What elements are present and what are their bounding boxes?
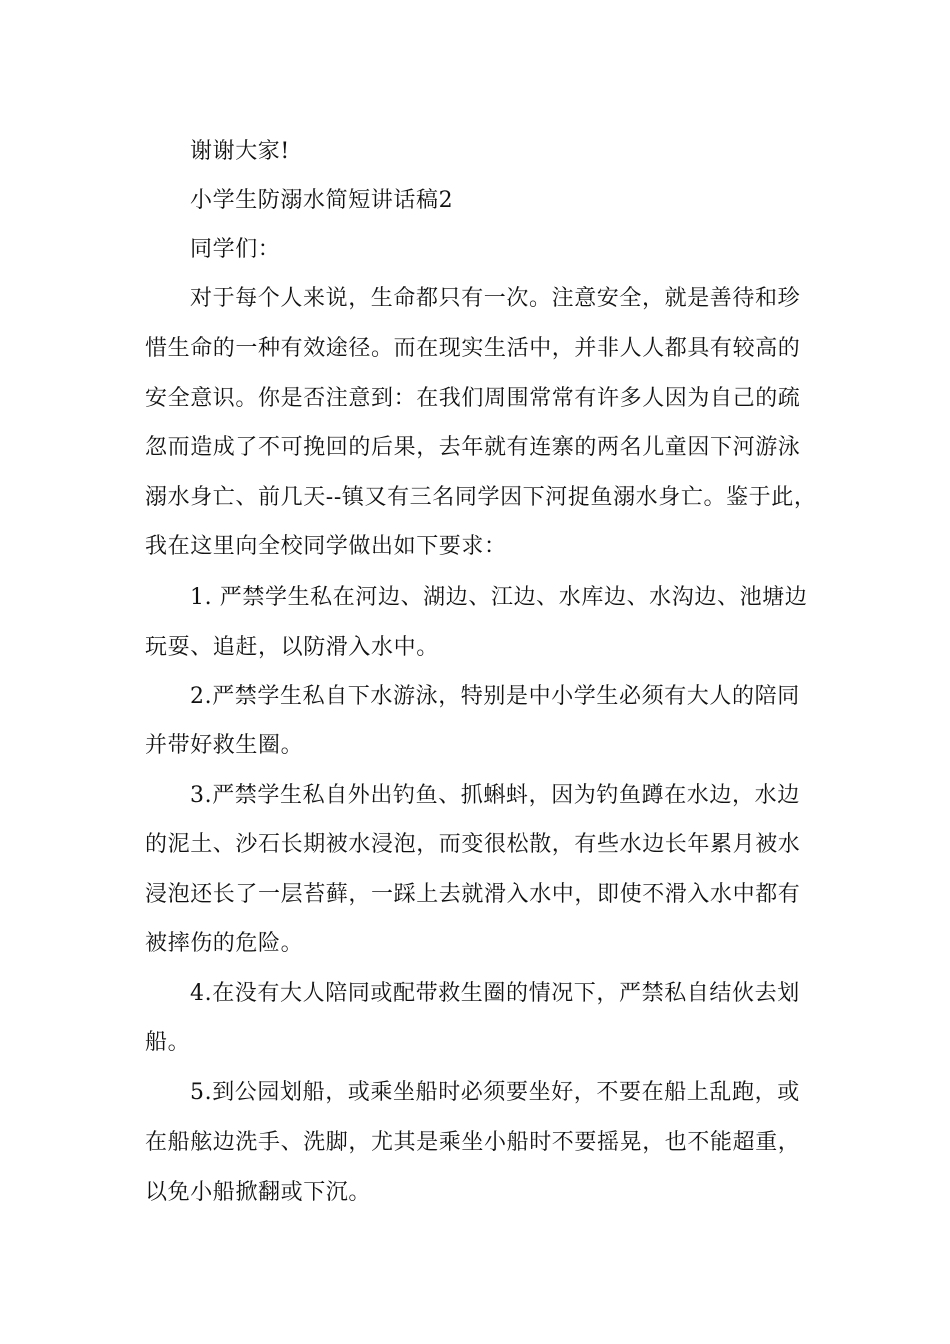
paragraph-line: 忽而造成了不可挽回的后果，去年就有连寨的两名儿童因下河游泳 <box>145 435 801 460</box>
rule-item-5-cont: 以免小船掀翻或下沉。 <box>145 1180 372 1205</box>
section-title: 小学生防溺水简短讲话稿2 <box>190 188 454 213</box>
paragraph-line: 溺水身亡、前几天--镇又有三名同学因下河捉鱼溺水身亡。鉴于此， <box>145 485 817 510</box>
rule-item-4-cont: 船。 <box>145 1030 191 1055</box>
paragraph-line: 惜生命的一种有效途径。而在现实生活中，并非人人都具有较高的 <box>145 336 801 361</box>
rule-item-5: 5.到公园划船，或乘坐船时必须要坐好，不要在船上乱跑，或 <box>190 1080 800 1105</box>
rule-item-3-cont: 的泥土、沙石长期被水浸泡，而变很松散，有些水边长年累月被水 <box>145 832 801 857</box>
rule-item-2-cont: 并带好救生圈。 <box>145 733 304 758</box>
rule-item-1-cont: 玩耍、追赶，以防滑入水中。 <box>145 635 439 660</box>
rule-item-3-cont: 被摔伤的危险。 <box>145 931 304 956</box>
rule-item-3: 3.严禁学生私自外出钓鱼、抓蝌蚪，因为钓鱼蹲在水边，水边 <box>190 783 800 808</box>
rule-item-1: 1. 严禁学生私在河边、湖边、江边、水库边、水沟边、池塘边 <box>190 585 808 610</box>
rule-item-5-cont: 在船舷边洗手、洗脚，尤其是乘坐小船时不要摇晃，也不能超重， <box>145 1130 801 1155</box>
paragraph-line: 我在这里向全校同学做出如下要求： <box>145 534 507 559</box>
salutation: 同学们： <box>190 237 281 262</box>
rule-item-2: 2.严禁学生私自下水游泳，特别是中小学生必须有大人的陪同 <box>190 684 800 709</box>
paragraph-line: 对于每个人来说，生命都只有一次。注意安全，就是善待和珍 <box>190 286 801 311</box>
rule-item-4: 4.在没有大人陪同或配带救生圈的情况下，严禁私自结伙去划 <box>190 981 800 1006</box>
closing-line: 谢谢大家! <box>190 139 290 164</box>
paragraph-line: 安全意识。你是否注意到：在我们周围常常有许多人因为自己的疏 <box>145 386 801 411</box>
rule-item-3-cont: 浸泡还长了一层苔藓，一踩上去就滑入水中，即使不滑入水中都有 <box>145 882 801 907</box>
